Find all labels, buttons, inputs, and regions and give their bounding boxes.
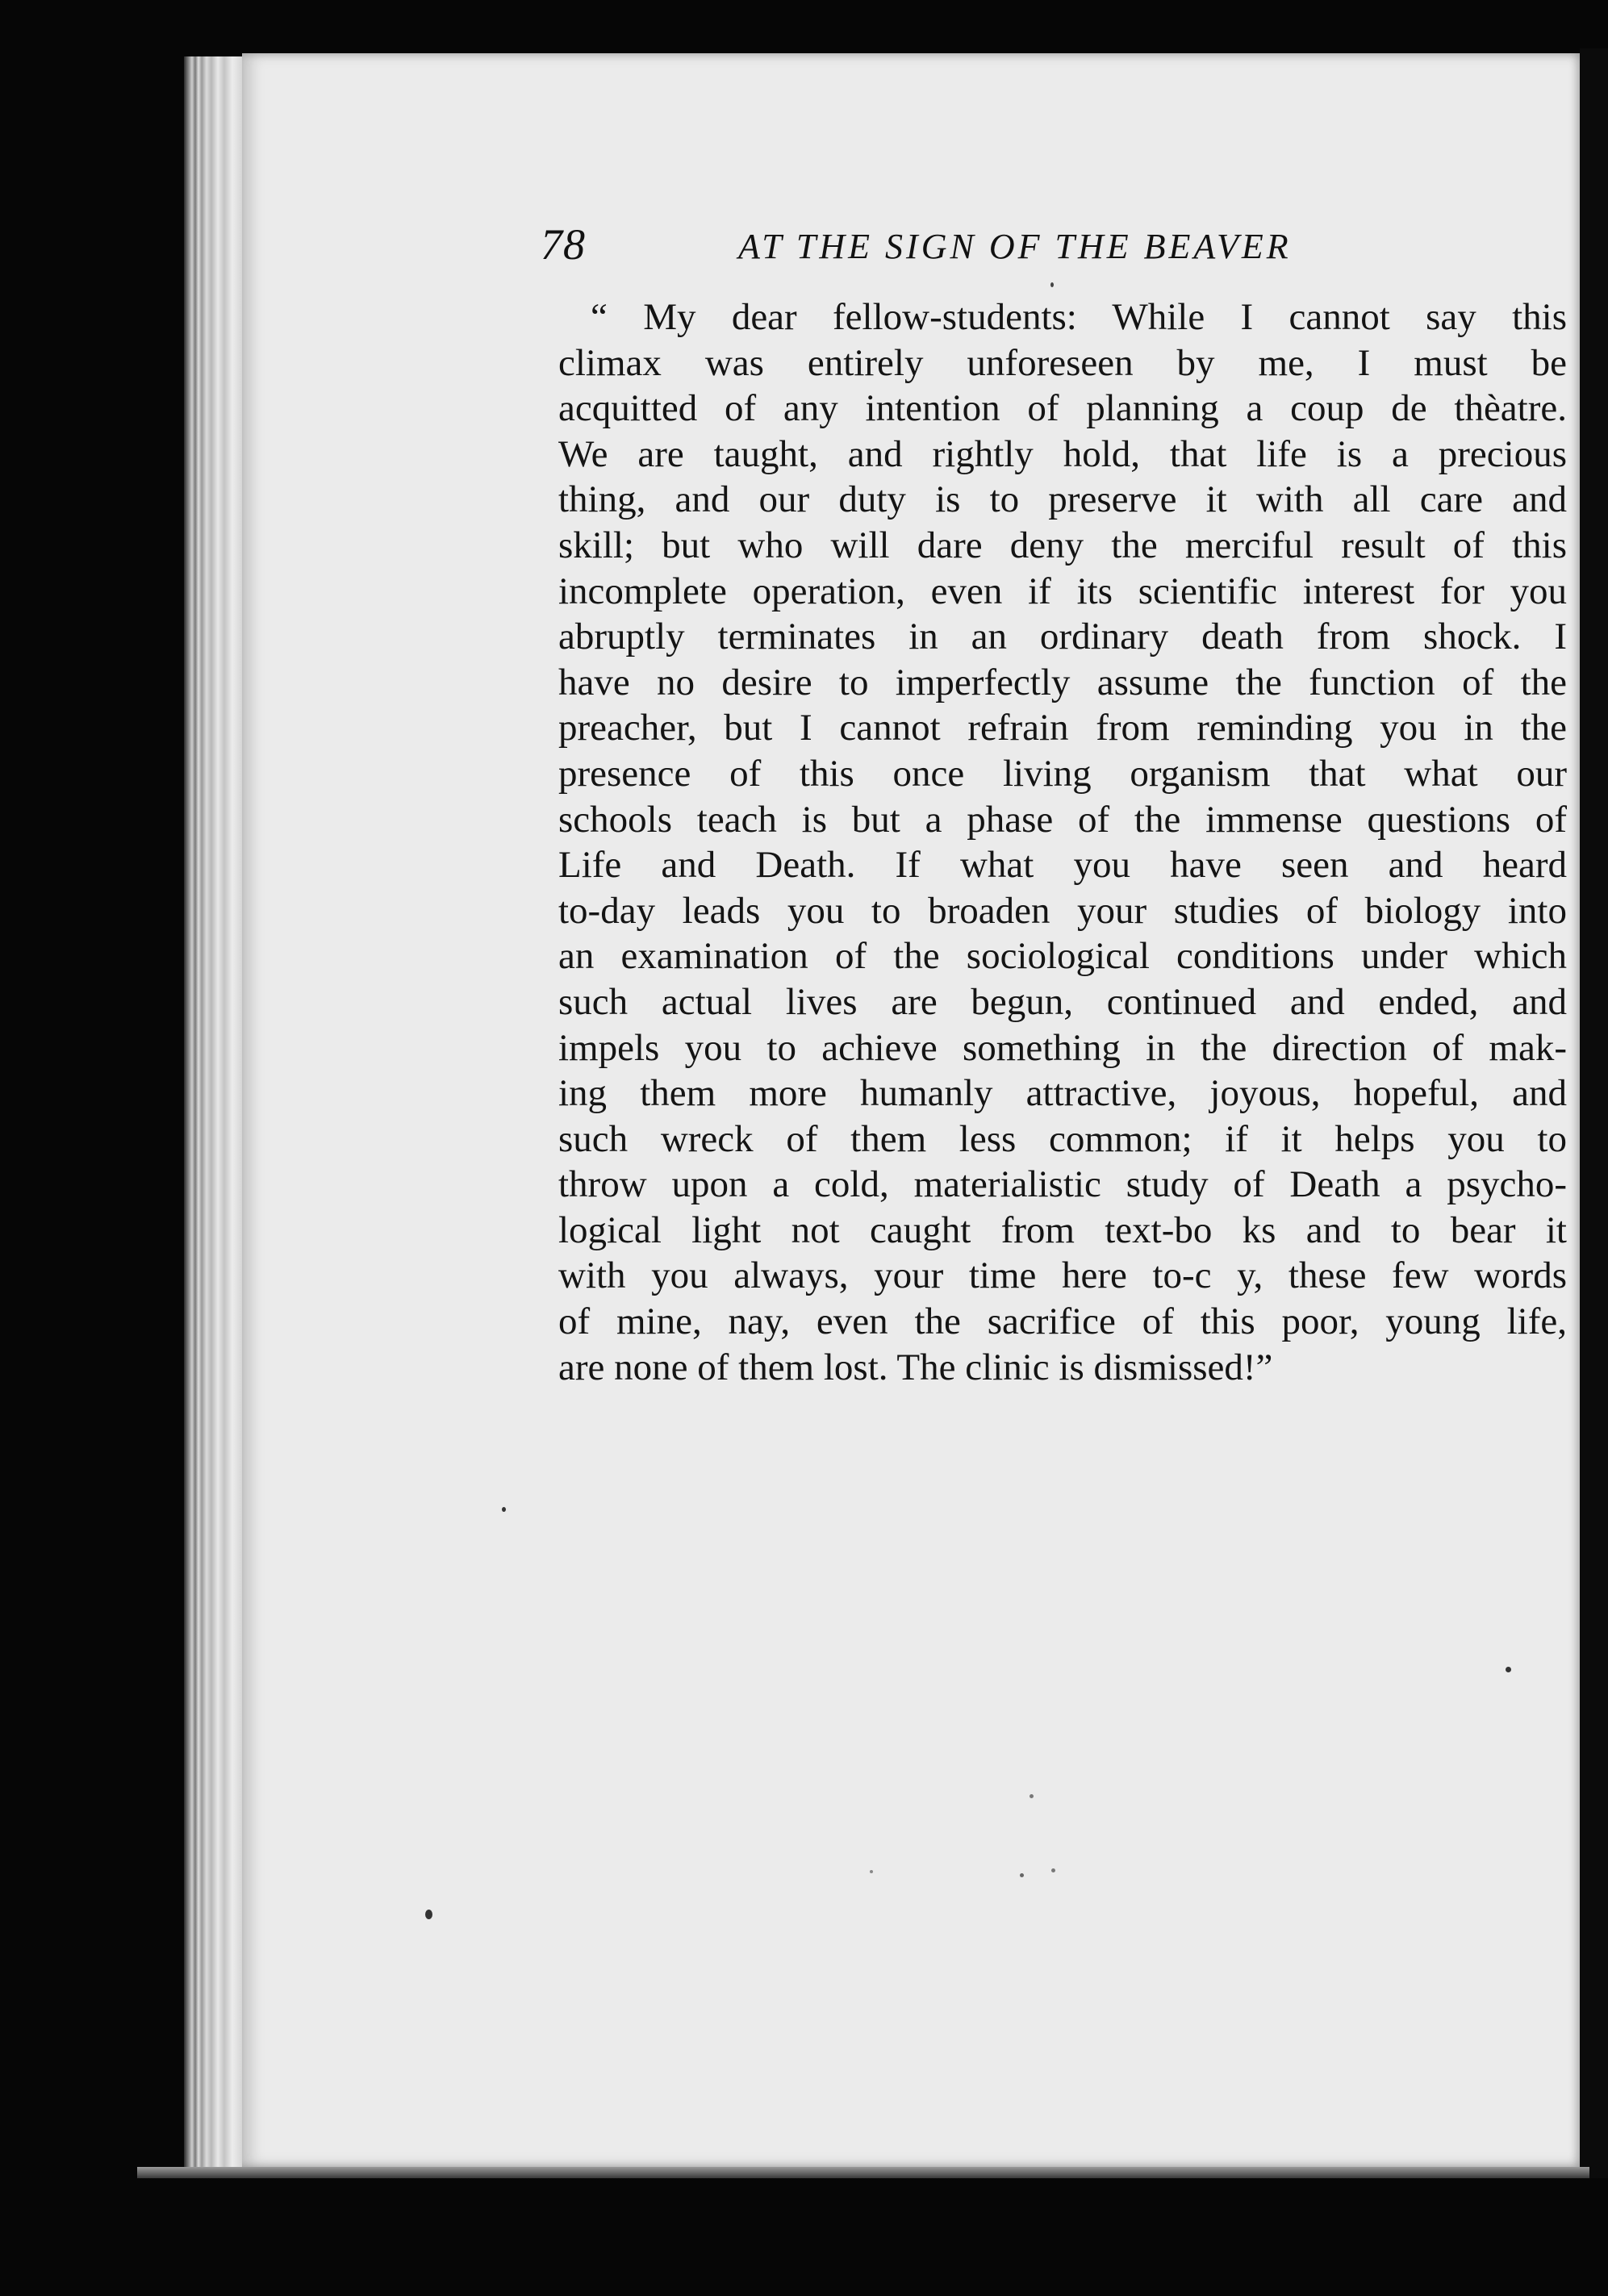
running-head-title: AT THE SIGN OF THE BEAVER	[738, 227, 1292, 266]
text-line: ing them more humanly attractive, joyous, hopeful, and	[558, 1072, 1567, 1115]
page-bottom-edge	[137, 2167, 1589, 2178]
scan-speck	[870, 1870, 873, 1873]
scan-speck	[1051, 1868, 1055, 1872]
scan-speck	[1050, 282, 1054, 287]
text-line: skill; but who will dare deny the merciful result of this	[558, 524, 1567, 566]
text-line: climax was entirely unforeseen by me, I must be	[558, 341, 1567, 384]
text-line: have no desire to imperfectly assume the function of the	[558, 661, 1567, 703]
text-line: impels you to achieve something in the direction of mak-	[558, 1026, 1567, 1069]
text-line: to-day leads you to broaden your studies of biology into	[558, 889, 1567, 932]
text-line: thing, and our duty is to preserve it with all care and	[558, 478, 1567, 521]
text-line: an examination of the sociological conditions under which	[558, 935, 1567, 978]
text-line: such wreck of them less common; if it helps you to	[558, 1117, 1567, 1160]
scan-speck	[425, 1910, 432, 1919]
text-line: incomplete operation, even if its scientific interest for you	[558, 570, 1567, 612]
page-number: 78	[541, 220, 586, 269]
text-line: of mine, nay, even the sacrifice of this poor, young life,	[558, 1300, 1567, 1343]
text-line: with you always, your time here to-c y, these few words	[558, 1254, 1567, 1297]
scan-speck	[502, 1507, 506, 1512]
text-line: logical light not caught from text-bo ks and to bear it	[558, 1209, 1567, 1251]
text-line: acquitted of any intention of planning a coup de thèatre.	[558, 387, 1567, 430]
scan-speck	[1506, 1667, 1511, 1672]
scan-speck	[1020, 1873, 1024, 1877]
text-line: preacher, but I cannot refrain from reminding you in the	[558, 707, 1567, 749]
text-line: are none of them lost. The clinic is dismissed!”	[558, 1346, 1273, 1388]
text-line: presence of this once living organism that what our	[558, 752, 1567, 795]
body-text	[558, 294, 1567, 1390]
scan-speck	[1030, 1794, 1034, 1798]
text-line: We are taught, and rightly hold, that life is a precious	[558, 432, 1567, 475]
text-line: such actual lives are begun, continued and ended, and	[558, 980, 1567, 1023]
text-line: abruptly terminates in an ordinary death from shock. I	[558, 616, 1567, 658]
text-line: schools teach is but a phase of the immense questions of	[558, 798, 1567, 841]
text-line: throw upon a cold, materialistic study of Death a psycho-	[558, 1163, 1567, 1206]
running-head	[541, 219, 1589, 292]
right-shadow	[1580, 48, 1608, 2178]
text-line: Life and Death. If what you have seen and heard	[558, 844, 1567, 887]
text-line: “ My dear fellow-students: While I cannot say this	[591, 296, 1567, 338]
